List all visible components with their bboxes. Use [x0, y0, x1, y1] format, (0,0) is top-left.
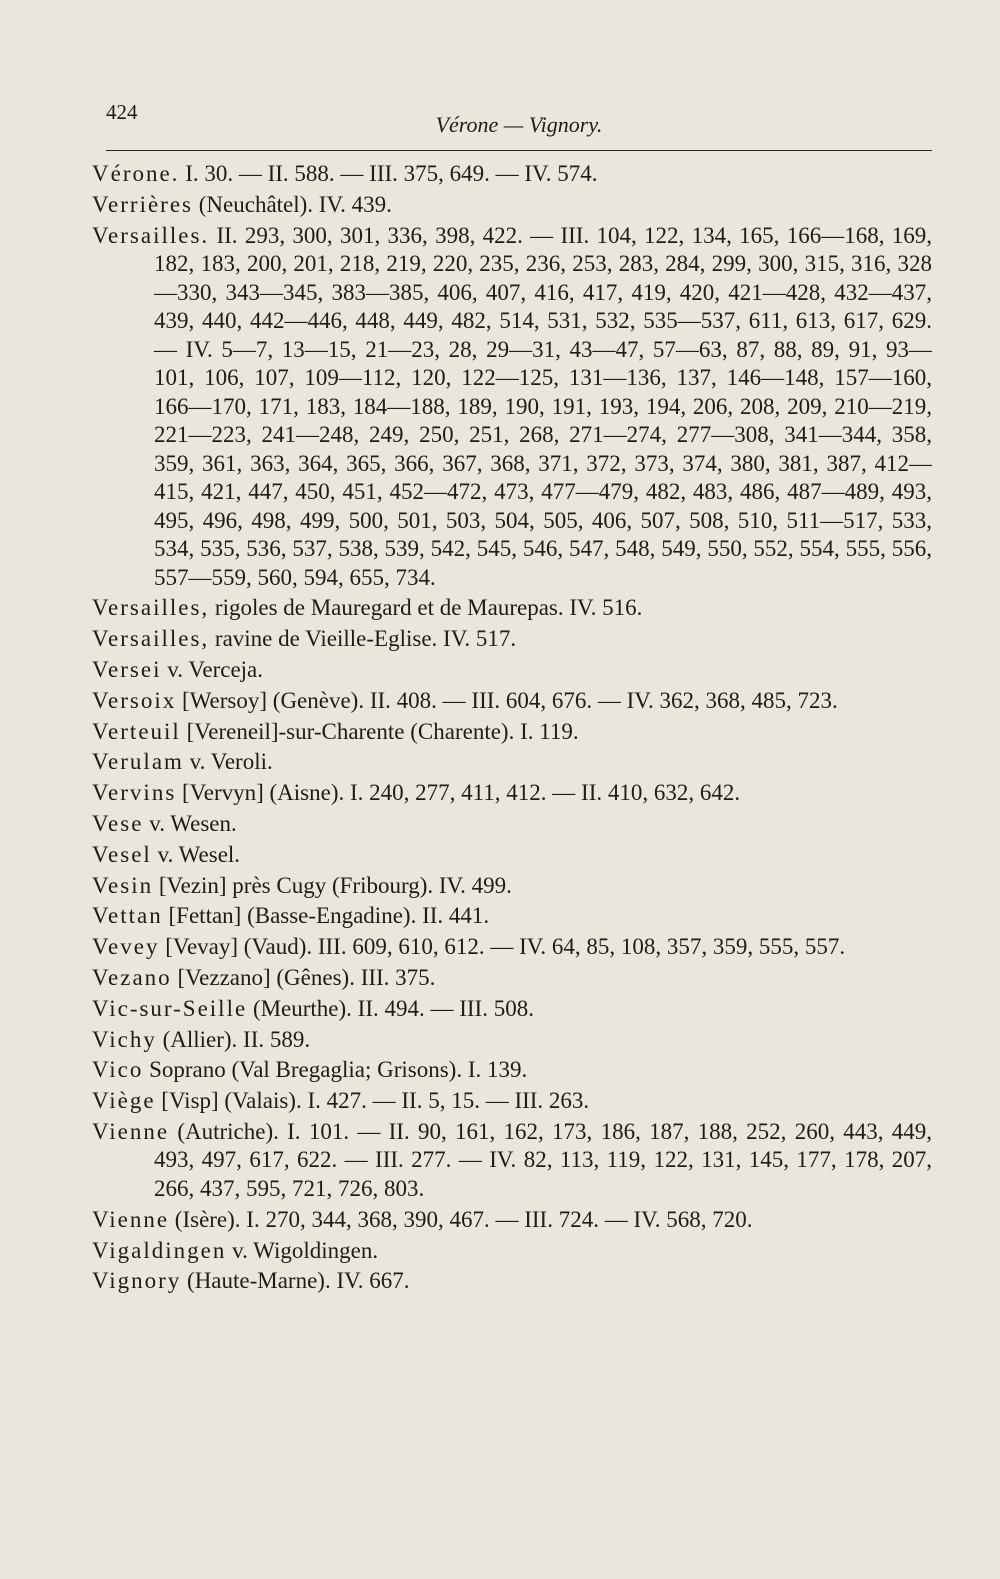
- entry-references: I. 30. — II. 588. — III. 375, 649. — IV. 574.: [185, 161, 598, 186]
- index-entry: [92, 1118, 932, 1204]
- index-entry: [92, 872, 932, 901]
- entry-headword: Vico: [92, 1057, 144, 1083]
- entry-references: (Meurthe). II. 494. — III. 508.: [252, 995, 534, 1021]
- running-title: Vérone — Vignory.: [435, 112, 603, 137]
- index-entry: [92, 1237, 932, 1266]
- index-entry: [92, 191, 932, 220]
- entry-references: [Vervyn] (Aisne). I. 240, 277, 411, 412. — II. 410, 632, 642.: [182, 780, 741, 806]
- index-entry: [92, 1206, 932, 1235]
- entry-headword: Vettan: [92, 903, 163, 929]
- index-entry: [92, 933, 932, 962]
- page-header: [106, 100, 932, 140]
- index-entry: [92, 594, 932, 623]
- entry-references: (Isère). I. 270, 344, 368, 390, 467. — III. 724. — IV. 568, 720.: [174, 1206, 753, 1232]
- index-entry: [92, 902, 932, 931]
- entry-references: v. Wesel.: [157, 841, 241, 867]
- entry-headword: Vese: [92, 810, 144, 836]
- entry-references: rigoles de Mauregard et de Maurepas. IV. 516.: [214, 595, 643, 621]
- index-entry: [92, 1056, 932, 1085]
- entry-references: v. Wigoldingen.: [232, 1237, 379, 1263]
- entry-references: v. Verceja.: [167, 656, 264, 682]
- entry-references: (Autriche). I. 101. — II. 90, 161, 162, 173, 186, 187, 188, 252, 260, 443, 449, 493, 497, 617, 622. — III. 277. — IV. 82, 113, 119, 122, 131, 145, 177, 178, 207, 266, 437, 595, 721, 726, 803.: [154, 1118, 933, 1201]
- index-entry: [92, 841, 932, 870]
- entry-references: v. Wesen.: [149, 810, 237, 836]
- index-entry: [92, 687, 932, 716]
- entry-headword: Vesin: [92, 872, 154, 898]
- entry-references: v. Veroli.: [189, 749, 273, 775]
- entry-headword: Vienne: [92, 1206, 170, 1232]
- entry-references: ravine de Vieille-Eglise. IV. 517.: [214, 626, 517, 652]
- entry-headword: Verulam: [92, 749, 184, 775]
- entry-headword: Viège: [92, 1088, 156, 1114]
- entry-headword: Vesel: [92, 841, 152, 867]
- entry-references: [Wersoy] (Genève). II. 408. — III. 604, 676. — IV. 362, 368, 485, 723.: [182, 687, 838, 713]
- entry-references: (Allier). II. 589.: [162, 1026, 311, 1052]
- page-number: 424: [106, 100, 138, 124]
- entry-headword: Versailles.: [92, 222, 210, 248]
- entry-references: [Vevay] (Vaud). III. 609, 610, 612. — IV. 64, 85, 108, 357, 359, 555, 557.: [165, 934, 846, 960]
- index-entry: [92, 625, 932, 654]
- entry-headword: Vienne: [92, 1118, 170, 1144]
- index-entry: [92, 995, 932, 1024]
- entry-headword: Vezano: [92, 964, 172, 990]
- entry-headword: Vic-sur-Seille: [92, 995, 248, 1021]
- entry-headword: Versailles,: [92, 595, 210, 621]
- entry-references: (Neuchâtel). IV. 439.: [198, 191, 392, 217]
- entry-headword: Vigaldingen: [92, 1237, 227, 1263]
- entry-headword: Vignory: [92, 1268, 182, 1294]
- entry-references: [Fettan] (Basse-Engadine). II. 441.: [168, 903, 490, 929]
- index-entry: [92, 810, 932, 839]
- index-entry: [92, 656, 932, 685]
- index-entry: [92, 1026, 932, 1055]
- entry-references: [Vezin] près Cugy (Fribourg). IV. 499.: [158, 872, 512, 898]
- entry-headword: Versei: [92, 656, 162, 682]
- entry-headword: Vérone.: [92, 161, 180, 186]
- index-entry: [92, 160, 932, 189]
- entry-references: (Haute-Marne). IV. 667.: [187, 1268, 410, 1294]
- entry-headword: Verteuil: [92, 718, 181, 744]
- index-entry: [92, 748, 932, 777]
- index-entry: [92, 222, 932, 593]
- index-entry: [92, 1267, 932, 1296]
- index-entry: [92, 964, 932, 993]
- entry-references: II. 293, 300, 301, 336, 398, 422. — III. 104, 122, 134, 165, 166—168, 169, 182, 183, 200, 201, 218, 219, 220, 235, 236, 253, 283, 284, 299, 300, 315, 316, 328—330, 343—345, 383—385, 406, 407, 416, 417, 419, 420, 421—428, 432—437, 439, 440, 442—446, 448, 449, 482, 514, 531, 532, 535—537, 611, 613, 617, 629. — IV. 5—7, 13—15, 21—23, 28, 29—31, 43—47, 57—63, 87, 88, 89, 91, 93—101, 106, 107, 109—112, 120, 122—125, 131—136, 137, 146—148, 157—160, 166—170, 171, 183, 184—188, 189, 190, 191, 193, 194, 206, 208, 209, 210—219, 221—223, 241—248, 249, 250, 251, 268, 271—274, 277—308, 341—344, 358, 359, 361, 363, 364, 365, 366, 367, 368, 371, 372, 373, 374, 380, 381, 387, 412—415, 421, 447, 450, 451, 452—472, 473, 477—479, 482, 483, 486, 487—489, 493, 495, 496, 498, 499, 500, 501, 503, 504, 505, 406, 507, 508, 510, 511—517, 533, 534, 535, 536, 537, 538, 539, 542, 545, 546, 547, 548, 549, 550, 552, 554, 555, 556, 557—559, 560, 594, 655, 734.: [154, 222, 933, 590]
- entry-headword: Versailles,: [92, 626, 210, 652]
- entry-headword: Vervins: [92, 780, 177, 806]
- entry-references: [Visp] (Valais). I. 427. — II. 5, 15. — III. 263.: [161, 1088, 590, 1114]
- index-entry: [92, 779, 932, 808]
- index-entries: [92, 160, 932, 1298]
- entry-headword: Verrières: [92, 191, 194, 217]
- entry-headword: Vichy: [92, 1026, 157, 1052]
- entry-references: Soprano (Val Bregaglia; Grisons). I. 139.: [149, 1057, 528, 1083]
- entry-references: [Vereneil]-sur-Charente (Charente). I. 119.: [186, 718, 579, 744]
- index-entry: [92, 718, 932, 747]
- entry-headword: Vevey: [92, 934, 160, 960]
- entry-references: [Vezzano] (Gênes). III. 375.: [177, 964, 436, 990]
- entry-headword: Versoix: [92, 687, 177, 713]
- header-rule: [106, 150, 932, 151]
- index-entry: [92, 1087, 932, 1116]
